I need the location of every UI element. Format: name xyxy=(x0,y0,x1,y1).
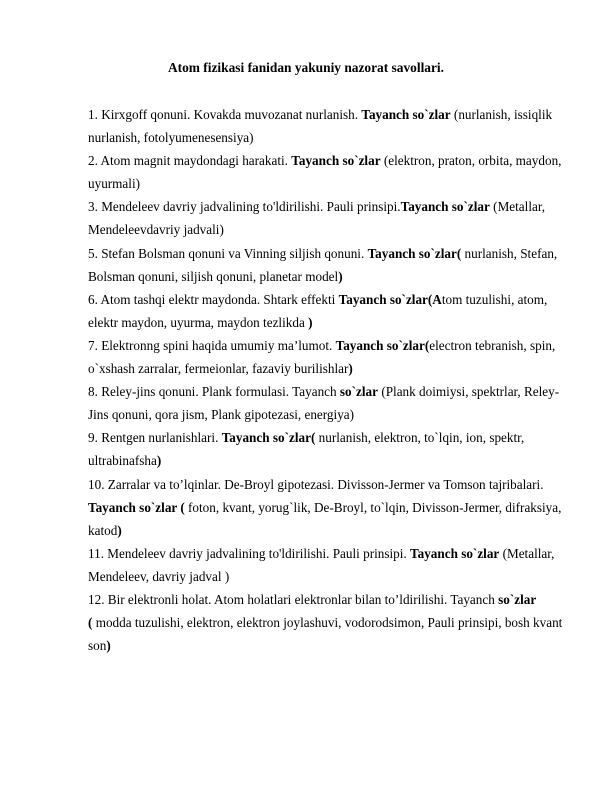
question-5: 5. Stefan Bolsman qonuni va Vinning siljish qonuni. Tayanch so`zlar( nurlanish, Stefan, Bolsman qonuni, siljish qonuni, planetar model) xyxy=(88,245,558,284)
question-1: 1. Kirxgoff qonuni. Kovakda muvozanat nurlanish. Tayanch so`zlar (nurlanish, issiqlik nurlanish, fotolyumenesensiya) xyxy=(88,107,553,146)
question-6: 6. Atom tashqi elektr maydonda. Shtark effekti Tayanch so`zlar(Atom tuzulishi, atom, elektr maydon, uyurma, maydon tezlikda ) xyxy=(88,291,548,330)
question-8: 8. Reley-jins qonuni. Plank formulasi. Tayanch so`zlar (Plank doimiysi, spektrlar, Reley-Jins qonuni, qora jism, Plank gipotezasi, energiya) xyxy=(88,384,560,423)
question-7: 7. Elektronng spini haqida umumiy ma’lumot. Tayanch so`zlar(electron tebranish, spin, o`xshash zarralar, fermeionlar, fazaviy burilishlar) xyxy=(88,337,556,377)
question-2: 2. Atom magnit maydondagi harakati. Tayanch so`zlar (elektron, praton, orbita, maydon, uyurmali) xyxy=(88,153,562,192)
question-3: 3. Mendeleev davriy jadvalining to'ldirilishi. Pauli prinsipi.Tayanch so`zlar (Metallar, Mendeleevdavriy jadvali) xyxy=(88,199,546,238)
question-12: 12. Bir elektronli holat. Atom holatlari elektronlar bilan to’ldirilishi. Tayanch so`zlar ( modda tuzulishi, elektron, elektron joylashuvi, vodorodsimon, Pauli prinsipi, bosh kvant son) xyxy=(88,591,563,654)
question-11: 11. Mendeleev davriy jadvalining to'ldirilishi. Pauli prinsipi. Tayanch so`zlar (Metallar, Mendeleev, davriy jadval ) xyxy=(88,545,555,584)
question-list xyxy=(88,103,578,657)
page-title: Atom fizikasi fanidan yakuniy nazorat savollari. xyxy=(167,60,445,75)
question-9: 9. Rentgen nurlanishlari. Tayanch so`zlar( nurlanish, elektron, to`lqin, ion, spektr, ultrabinafsha) xyxy=(88,430,525,469)
question-10: 10. Zarralar va to’lqinlar. De-Broyl gipotezasi. Divisson-Jermer va Tomson tajribalari. Tayanch so`zlar ( foton, kvant, yorug`lik, De-Broyl, to`lqin, Divisson-Jermer, difraksiya, katod) xyxy=(88,476,562,538)
